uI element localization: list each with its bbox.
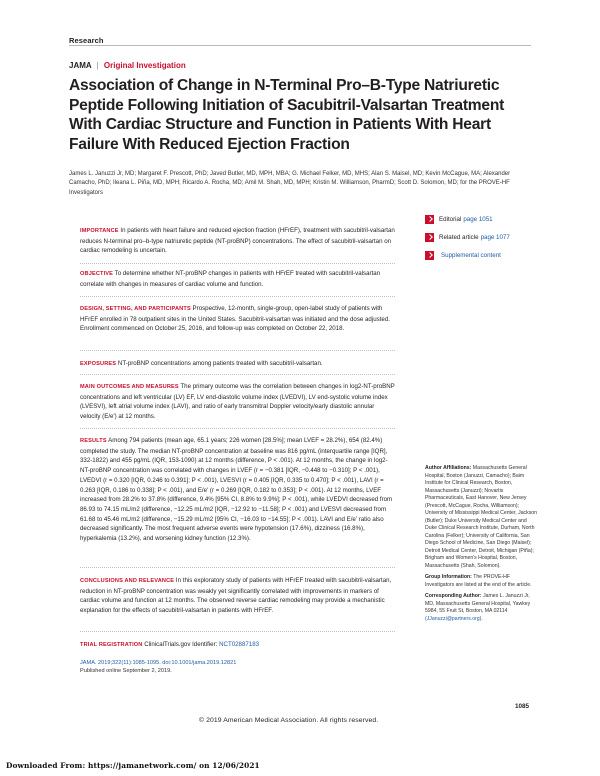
editorial-link[interactable] xyxy=(425,212,565,226)
doi-link[interactable]: 10.1001/jama.2019.12821 xyxy=(171,660,237,666)
corresponding-author-text: James L. Januzzi Jr, MD, Massachusetts General Hospital, Yawkey 5984, 55 Fruit St, Boston, MA 02114 xyxy=(425,593,531,614)
abstract-trial xyxy=(80,640,395,651)
abstract-divider xyxy=(80,428,395,429)
design-heading: DESIGN, SETTING, AND PARTICIPANTS xyxy=(80,306,191,312)
affiliations-heading: Author Affiliations: xyxy=(425,465,472,471)
citation-prefix: JAMA. 2019;322(11):1085-1095. doi: xyxy=(80,660,172,666)
copyright-notice: © 2019 American Medical Association. All rights reserved. xyxy=(199,717,379,724)
journal-line xyxy=(69,61,186,70)
abstract-divider xyxy=(80,631,395,632)
supplemental-link[interactable] xyxy=(425,248,565,262)
exposures-heading: EXPOSURES xyxy=(80,361,117,367)
related-article-label: Related article xyxy=(439,233,479,241)
arrow-icon xyxy=(425,251,434,260)
group-info-heading: Group Information: xyxy=(425,574,472,580)
abstract-divider xyxy=(80,263,395,264)
conclusions-text: In this exploratory study of patients with HFrEF treated with sacubitril-valsartan, reduction in NT-proBNP concentration was weakly yet significantly correlated with improvements in markers of cardiac volume and function at 12 months. The observed reverse cardiac remodeling may provide a mechanistic explanation for the effects of sacubitril-valsartan in patients with HFrEF. xyxy=(80,577,392,615)
related-article-link[interactable] xyxy=(425,230,565,244)
objective-heading: OBJECTIVE xyxy=(80,271,114,277)
design-text: Prospective, 12-month, single-group, open-label study of patients with HFrEF enrolled in 78 outpatient sites in the United States. Sacubitril-valsartan was initiated and the dose adjusted. Enrollment commenced on October 25, 2016, and follow-up was completed on October 22, 2018. xyxy=(80,305,390,333)
author-affiliations xyxy=(425,465,539,627)
abstract-objective xyxy=(80,269,395,289)
download-stamp: Downloaded From: https://jamanetwork.com/ on 12/06/2021 xyxy=(6,761,260,770)
objective-text: To determine whether NT-proBNP changes in patients with HFrEF treated with sacubitril-valsartan correlate with changes in measures of cardiac volume and function. xyxy=(80,270,381,288)
corresponding-author-email[interactable]: (JJanuzzi@partners.org). xyxy=(425,615,483,622)
journal-name: JAMA xyxy=(69,61,92,70)
editorial-page[interactable]: page 1051 xyxy=(463,215,493,223)
trial-heading: TRIAL REGISTRATION xyxy=(80,642,143,648)
importance-text: In patients with heart failure and reduced ejection fraction (HFrEF), treatment with sacubitril-valsartan reduces N-terminal pro–b-type natriuretic peptide (NT-proBNP) concentrations. The effect of sacubitril-valsartan on cardiac remodeling is uncertain. xyxy=(80,227,395,255)
corresponding-author-heading: Corresponding Author: xyxy=(425,593,482,599)
abstract-conclusions xyxy=(80,576,395,616)
conclusions-heading: CONCLUSIONS AND RELEVANCE xyxy=(80,578,175,584)
published-date: Published online September 2, 2019. xyxy=(80,668,172,675)
abstract-divider xyxy=(80,296,395,297)
abstract-design xyxy=(80,304,395,334)
supplemental-label[interactable]: Supplemental content xyxy=(441,251,501,259)
abstract-divider xyxy=(80,567,395,568)
outcomes-heading: MAIN OUTCOMES AND MEASURES xyxy=(80,384,179,390)
abstract-outcomes xyxy=(80,382,395,422)
importance-heading: IMPORTANCE xyxy=(80,228,119,234)
article-type: Original Investigation xyxy=(103,61,186,70)
editorial-label: Editorial xyxy=(439,215,462,223)
arrow-icon xyxy=(425,233,434,242)
exposures-text: NT-proBNP concentrations among patients treated with sacubitril-valsartan. xyxy=(117,360,323,367)
citation xyxy=(80,659,395,676)
group-info-text: The PROVE-HF Investigators are listed at the end of the article. xyxy=(425,574,532,588)
results-heading: RESULTS xyxy=(80,438,107,444)
related-links xyxy=(425,212,565,266)
abstract-exposures xyxy=(80,359,395,370)
abstract-results xyxy=(80,436,395,544)
related-article-page[interactable]: page 1077 xyxy=(480,233,510,241)
abstract-divider xyxy=(80,350,395,351)
abstract-divider xyxy=(80,374,395,375)
article-title: Association of Change in N-Terminal Pro–B-Type Natriuretic Peptide Following Initiation of Sacubitril-Valsartan Treatment With Cardiac Structure and Function in Patients With Heart Failure With Reduced Ejection Fraction xyxy=(69,77,505,153)
affiliations-text: Massachusetts General Hospital, Boston (Januzzi, Camacho); Baim Institute for Clinical Research, Boston, Massachusetts (Januzzi); Novartis Pharmaceuticals, East Hanover, New Jersey (Prescott, McCague, Rocha, Williamson); University of Mississippi Medical Center, Jackson (Butler); Duke University Medical Center and Duke Clinical Research Institute, Durham, North Carolina (Felker); University of California, San Diego School of Medicine, San Diego (Maisel); Detroit Medical Center, Detroit, Michigan (Piña); Brigham and Women's Hospital, Boston, Massachusetts (Shah, Solomon). xyxy=(425,465,537,569)
trial-id-link[interactable]: NCT02887183 xyxy=(219,641,260,648)
page-number: 1085 xyxy=(515,703,530,710)
section-label: Research xyxy=(69,36,104,45)
journal-separator: | xyxy=(96,61,99,70)
abstract-importance xyxy=(80,226,395,256)
author-list: James L. Januzzi Jr, MD; Margaret F. Prescott, PhD; Javed Butler, MD, MPH, MBA; G. Michael Felker, MD, MHS; Alan S. Maisel, MD; Kevin McCague, MA; Alexander Camacho, PhD; Ileana L. Piña, MD, MPH; Ricardo A. Rocha, MD; Amil M. Shah, MD, MPH; Kristin M. Williamson, PharmD; Scott D. Solomon, MD; for the PROVE-HF Investigators xyxy=(69,171,511,196)
results-text: Among 794 patients (mean age, 65.1 years; 226 women [28.5%]; mean LVEF = 28.2%), 654 (82.4%) completed the study. The median NT-proBNP concentration at baseline was 816 pg/mL (interquartile range [IQR], 332-1822) and 455 pg/mL (IQR, 153-1090) at 12 months (difference, P < .001). At 12 months, the change in log2-NT-proBNP concentration was correlated with changes in LVEF (r = −0.381 [IQR, −0.448 to −0.310]; P < .001), LVEDVI (r = 0.320 [IQR, 0.246 to 0.391]; P < .001), LVESVI (r = 0.405 [IQR, 0.335 to 0.470]; P < .001), LAVI (r = 0.263 [IQR, 0.186 to 0.338]; P < .001), and E/e' (r = 0.269 [IQR, 0.182 to 0.353]; P < .001). At 12 months, LVEF increased from 28.2% to 37.8% (difference, 9.4% [95% CI, 8.8% to 9.9%]; P < .001), while LVEDVI decreased from 86.93 to 74.15 mL/m2 (difference, −12.25 mL/m2 [IQR, −12.92 to −11.58]; P < .001) and LVESVI decreased from 61.68 to 45.46 mL/m2 (difference, −15.29 mL/m2 [95% CI, −16.03 to −14.55]; P < .001). LAVI and E/e' ratio also decreased significantly. The most frequent adverse events were hypotension (17.6%), dizziness (16.8%), hyperkalemia (13.2%), and worsening kidney function (12.3%). xyxy=(80,437,393,543)
outcomes-text: The primary outcome was the correlation between changes in log2-NT-proBNP concentrations and left ventricular (LV) EF, LV end-diastolic volume index (LVEDVI), LV end-systolic volume index (LVESVI), left atrial volume index (LAVI), and ratio of early transmitral Doppler velocity/early diastolic annular velocity (E/e') at 12 months. xyxy=(80,383,395,421)
arrow-icon xyxy=(425,215,434,224)
trial-text: ClinicalTrials.gov Identifier: xyxy=(144,641,218,648)
header-rule xyxy=(69,45,531,46)
